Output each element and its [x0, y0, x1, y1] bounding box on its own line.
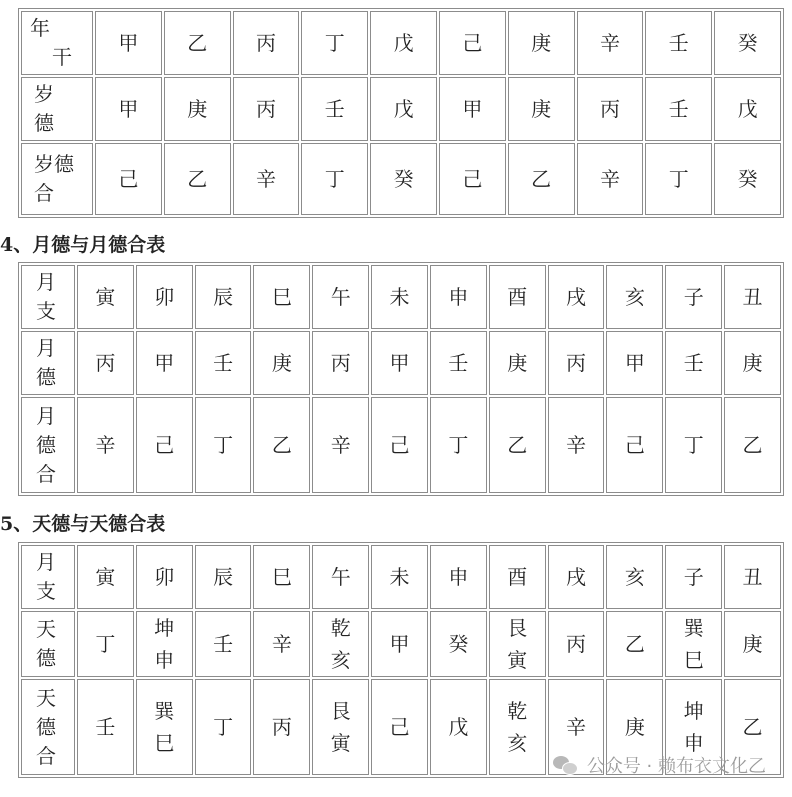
cell-text: 巽	[683, 616, 704, 640]
table-cell	[136, 397, 193, 493]
cell-text: 申	[683, 731, 704, 755]
cell-text: 庚	[531, 31, 552, 55]
table-cell	[195, 611, 252, 677]
table-cell	[714, 77, 781, 141]
row-header-line: 德	[36, 646, 56, 670]
tian-de-table	[18, 542, 784, 778]
cell-text: 丁	[668, 167, 689, 191]
row-header-line: 德	[36, 714, 56, 739]
table-row	[21, 545, 781, 609]
cell-text: 子	[683, 285, 704, 309]
cell-text: 艮	[330, 699, 351, 723]
table-cell	[233, 143, 300, 215]
cell-text: 甲	[118, 31, 139, 55]
cell-text: 酉	[507, 285, 528, 309]
table-cell	[489, 331, 546, 395]
row-header-line: 合	[34, 181, 54, 205]
cell-text: 寅	[95, 285, 116, 309]
cell-text: 寅	[95, 565, 116, 589]
table-cell	[724, 545, 781, 609]
cell-text: 戊	[448, 715, 469, 739]
row-header-line: 天	[36, 617, 56, 641]
table-cell	[233, 11, 300, 75]
row-header	[21, 77, 93, 141]
yue-de-table	[18, 262, 784, 496]
cell-text: 壬	[213, 351, 234, 375]
cell-text: 乙	[742, 433, 763, 457]
row-header	[21, 679, 75, 775]
table-cell	[164, 143, 231, 215]
table-cell	[371, 611, 428, 677]
cell-text: 辛	[599, 31, 620, 55]
row-header-line: 合	[36, 743, 56, 768]
tian-de-table-body	[21, 545, 781, 775]
table-cell	[430, 611, 487, 677]
table-cell	[489, 265, 546, 329]
cell-text: 丁	[213, 433, 234, 457]
table-cell	[724, 265, 781, 329]
cell-text: 辛	[271, 632, 292, 656]
table-cell	[301, 11, 368, 75]
cell-text: 丁	[683, 433, 704, 457]
table-cell	[136, 611, 193, 677]
table-cell	[195, 265, 252, 329]
table-cell	[665, 265, 722, 329]
table-row	[21, 331, 781, 395]
cell-text: 辰	[213, 285, 234, 309]
cell-text: 己	[389, 715, 410, 739]
cell-text: 壬	[668, 31, 689, 55]
cell-text: 癸	[737, 31, 758, 55]
table-row	[21, 265, 781, 329]
cell-text: 坤	[683, 699, 704, 723]
table-cell	[195, 331, 252, 395]
row-header-line: 月	[36, 270, 56, 294]
table-cell	[77, 331, 134, 395]
cell-text: 戊	[737, 97, 758, 121]
table-cell	[253, 611, 310, 677]
table-cell	[439, 77, 506, 141]
row-header-line: 德	[36, 365, 56, 389]
table-cell	[371, 265, 428, 329]
cell-text: 癸	[393, 167, 414, 191]
cell-text: 酉	[507, 565, 528, 589]
cell-text: 癸	[737, 167, 758, 191]
cell-text: 庚	[531, 97, 552, 121]
table-cell	[508, 77, 575, 141]
cell-text: 卯	[154, 285, 175, 309]
cell-text: 亥	[507, 731, 528, 755]
cell-text: 乾	[330, 616, 351, 640]
cell-text: 午	[330, 565, 351, 589]
watermark	[553, 752, 766, 778]
table-cell	[136, 679, 193, 775]
table-cell	[548, 397, 605, 493]
table-cell	[312, 545, 369, 609]
cell-text: 丁	[213, 715, 234, 739]
table-cell	[508, 11, 575, 75]
cell-text: 丑	[742, 285, 763, 309]
cell-text: 辰	[213, 565, 234, 589]
row-header-line: 月	[36, 550, 56, 574]
table-cell	[577, 11, 644, 75]
row-header-line: 岁	[34, 82, 54, 106]
row-header	[21, 331, 75, 395]
table-cell	[548, 545, 605, 609]
cell-text: 戌	[566, 285, 587, 309]
table-cell	[301, 77, 368, 141]
cell-text: 坤	[154, 616, 175, 640]
cell-text: 庚	[742, 632, 763, 656]
table-cell	[312, 331, 369, 395]
table-cell	[136, 545, 193, 609]
cell-text: 戊	[393, 97, 414, 121]
table-cell	[77, 265, 134, 329]
row-header	[21, 545, 75, 609]
cell-text: 辛	[566, 715, 587, 739]
table-cell	[508, 143, 575, 215]
cell-text: 戊	[393, 31, 414, 55]
cell-text: 卯	[154, 565, 175, 589]
cell-text: 乾	[507, 699, 528, 723]
table-cell	[577, 143, 644, 215]
cell-text: 壬	[213, 632, 234, 656]
table-cell	[714, 11, 781, 75]
table-cell	[430, 265, 487, 329]
table-cell	[136, 265, 193, 329]
table-cell	[164, 77, 231, 141]
cell-text: 壬	[668, 97, 689, 121]
table-cell	[95, 77, 162, 141]
table-row	[21, 11, 781, 75]
cell-text: 戌	[566, 565, 587, 589]
row-header-line: 支	[36, 299, 56, 323]
table-cell	[195, 679, 252, 775]
table-cell	[312, 397, 369, 493]
cell-text: 巽	[154, 699, 175, 723]
cell-text: 壬	[448, 351, 469, 375]
row-header-line: 支	[36, 579, 56, 603]
cell-text: 丁	[95, 632, 116, 656]
row-header-line: 天	[36, 685, 56, 710]
table-cell	[95, 11, 162, 75]
table-cell	[253, 265, 310, 329]
cell-text: 丁	[448, 433, 469, 457]
table-cell	[136, 331, 193, 395]
table-cell	[606, 545, 663, 609]
cell-text: 甲	[389, 632, 410, 656]
table-cell	[253, 679, 310, 775]
cell-text: 未	[389, 285, 410, 309]
row-header-line: 德	[34, 111, 54, 135]
cell-text: 丑	[742, 565, 763, 589]
cell-text: 甲	[118, 97, 139, 121]
watermark-text: 公众号 · 赖布衣文化乙	[586, 756, 766, 777]
table-cell	[77, 545, 134, 609]
cell-text: 丙	[271, 715, 292, 739]
table-cell	[430, 397, 487, 493]
cell-text: 寅	[507, 648, 528, 672]
yue-de-table-body	[21, 265, 781, 493]
table-cell	[606, 611, 663, 677]
cell-text: 乙	[271, 433, 292, 457]
sui-de-table	[18, 8, 784, 218]
cell-text: 壬	[95, 715, 116, 739]
table-cell	[233, 77, 300, 141]
table-cell	[724, 331, 781, 395]
cell-text: 己	[389, 433, 410, 457]
cell-text: 午	[330, 285, 351, 309]
table-cell	[577, 77, 644, 141]
table-cell	[77, 397, 134, 493]
table-cell	[253, 545, 310, 609]
table-cell	[645, 77, 712, 141]
cell-text: 癸	[448, 632, 469, 656]
table-cell	[548, 611, 605, 677]
table-cell	[724, 397, 781, 493]
table-cell	[430, 331, 487, 395]
table-cell	[370, 11, 437, 75]
cell-text: 乙	[624, 632, 645, 656]
cell-text: 丙	[566, 632, 587, 656]
row-header-line: 年	[30, 16, 50, 40]
cell-text: 己	[462, 167, 483, 191]
row-header-line: 合	[36, 461, 56, 486]
cell-text: 庚	[624, 715, 645, 739]
cell-text: 亥	[330, 648, 351, 672]
table-cell	[665, 331, 722, 395]
table-cell	[77, 611, 134, 677]
row-header-line: 干	[52, 45, 72, 69]
row-header	[21, 397, 75, 493]
table-cell	[430, 545, 487, 609]
cell-text: 己	[118, 167, 139, 191]
table-cell	[301, 143, 368, 215]
row-header-line: 德	[36, 432, 56, 457]
cell-text: 亥	[624, 285, 645, 309]
cell-text: 乙	[742, 715, 763, 739]
cell-text: 未	[389, 565, 410, 589]
cell-text: 子	[683, 565, 704, 589]
table-row	[21, 397, 781, 493]
cell-text: 艮	[507, 616, 528, 640]
wechat-icon	[553, 754, 579, 776]
cell-text: 乙	[531, 167, 552, 191]
table-cell	[665, 545, 722, 609]
cell-text: 巳	[271, 285, 292, 309]
table-cell	[312, 679, 369, 775]
cell-text: 庚	[271, 351, 292, 375]
cell-text: 巳	[683, 648, 704, 672]
row-header-line: 岁德	[34, 152, 74, 176]
table-cell	[548, 331, 605, 395]
table-cell	[253, 397, 310, 493]
cell-text: 丙	[255, 97, 276, 121]
table-cell	[371, 679, 428, 775]
cell-text: 丙	[599, 97, 620, 121]
row-header-line: 月	[36, 403, 56, 428]
table-cell	[430, 679, 487, 775]
cell-text: 庚	[187, 97, 208, 121]
cell-text: 己	[154, 433, 175, 457]
cell-text: 辛	[330, 433, 351, 457]
sui-de-table-body	[21, 11, 781, 215]
row-header	[21, 11, 93, 75]
cell-text: 寅	[330, 731, 351, 755]
cell-text: 己	[624, 433, 645, 457]
table-row	[21, 77, 781, 141]
cell-text: 己	[462, 31, 483, 55]
cell-text: 甲	[624, 351, 645, 375]
table-cell	[489, 679, 546, 775]
table-cell	[77, 679, 134, 775]
cell-text: 甲	[154, 351, 175, 375]
table-cell	[714, 143, 781, 215]
table-cell	[606, 265, 663, 329]
cell-text: 丙	[330, 351, 351, 375]
table-cell	[489, 545, 546, 609]
table-cell	[164, 11, 231, 75]
cell-text: 壬	[324, 97, 345, 121]
table-cell	[195, 545, 252, 609]
cell-text: 辛	[599, 167, 620, 191]
table-cell	[195, 397, 252, 493]
cell-text: 巳	[154, 731, 175, 755]
row-header	[21, 143, 93, 215]
cell-text: 壬	[683, 351, 704, 375]
table-cell	[489, 397, 546, 493]
table-cell	[370, 143, 437, 215]
section-title-yue-de: 4、月德与月德合表	[0, 234, 166, 256]
table-cell	[645, 11, 712, 75]
table-cell	[489, 611, 546, 677]
table-row	[21, 143, 781, 215]
cell-text: 亥	[624, 565, 645, 589]
table-row	[21, 611, 781, 677]
row-header	[21, 265, 75, 329]
table-cell	[370, 77, 437, 141]
cell-text: 申	[154, 648, 175, 672]
table-cell	[665, 611, 722, 677]
cell-text: 丁	[324, 167, 345, 191]
table-cell	[312, 265, 369, 329]
table-cell	[439, 143, 506, 215]
table-cell	[371, 331, 428, 395]
cell-text: 甲	[389, 351, 410, 375]
table-cell	[665, 397, 722, 493]
cell-text: 丙	[255, 31, 276, 55]
table-cell	[724, 611, 781, 677]
cell-text: 辛	[95, 433, 116, 457]
cell-text: 乙	[187, 31, 208, 55]
cell-text: 乙	[507, 433, 528, 457]
table-cell	[312, 611, 369, 677]
cell-text: 甲	[462, 97, 483, 121]
table-cell	[253, 331, 310, 395]
cell-text: 丙	[566, 351, 587, 375]
table-cell	[606, 397, 663, 493]
cell-text: 丁	[324, 31, 345, 55]
cell-text: 辛	[255, 167, 276, 191]
table-cell	[548, 265, 605, 329]
cell-text: 庚	[742, 351, 763, 375]
cell-text: 申	[448, 285, 469, 309]
cell-text: 丙	[95, 351, 116, 375]
table-cell	[371, 397, 428, 493]
table-cell	[645, 143, 712, 215]
cell-text: 申	[448, 565, 469, 589]
row-header-line: 月	[36, 336, 56, 360]
cell-text: 庚	[507, 351, 528, 375]
cell-text: 辛	[566, 433, 587, 457]
table-cell	[606, 331, 663, 395]
section-title-tian-de: 5、天德与天德合表	[0, 513, 166, 535]
cell-text: 巳	[271, 565, 292, 589]
cell-text: 乙	[187, 167, 208, 191]
table-cell	[95, 143, 162, 215]
table-cell	[371, 545, 428, 609]
row-header	[21, 611, 75, 677]
table-cell	[439, 11, 506, 75]
